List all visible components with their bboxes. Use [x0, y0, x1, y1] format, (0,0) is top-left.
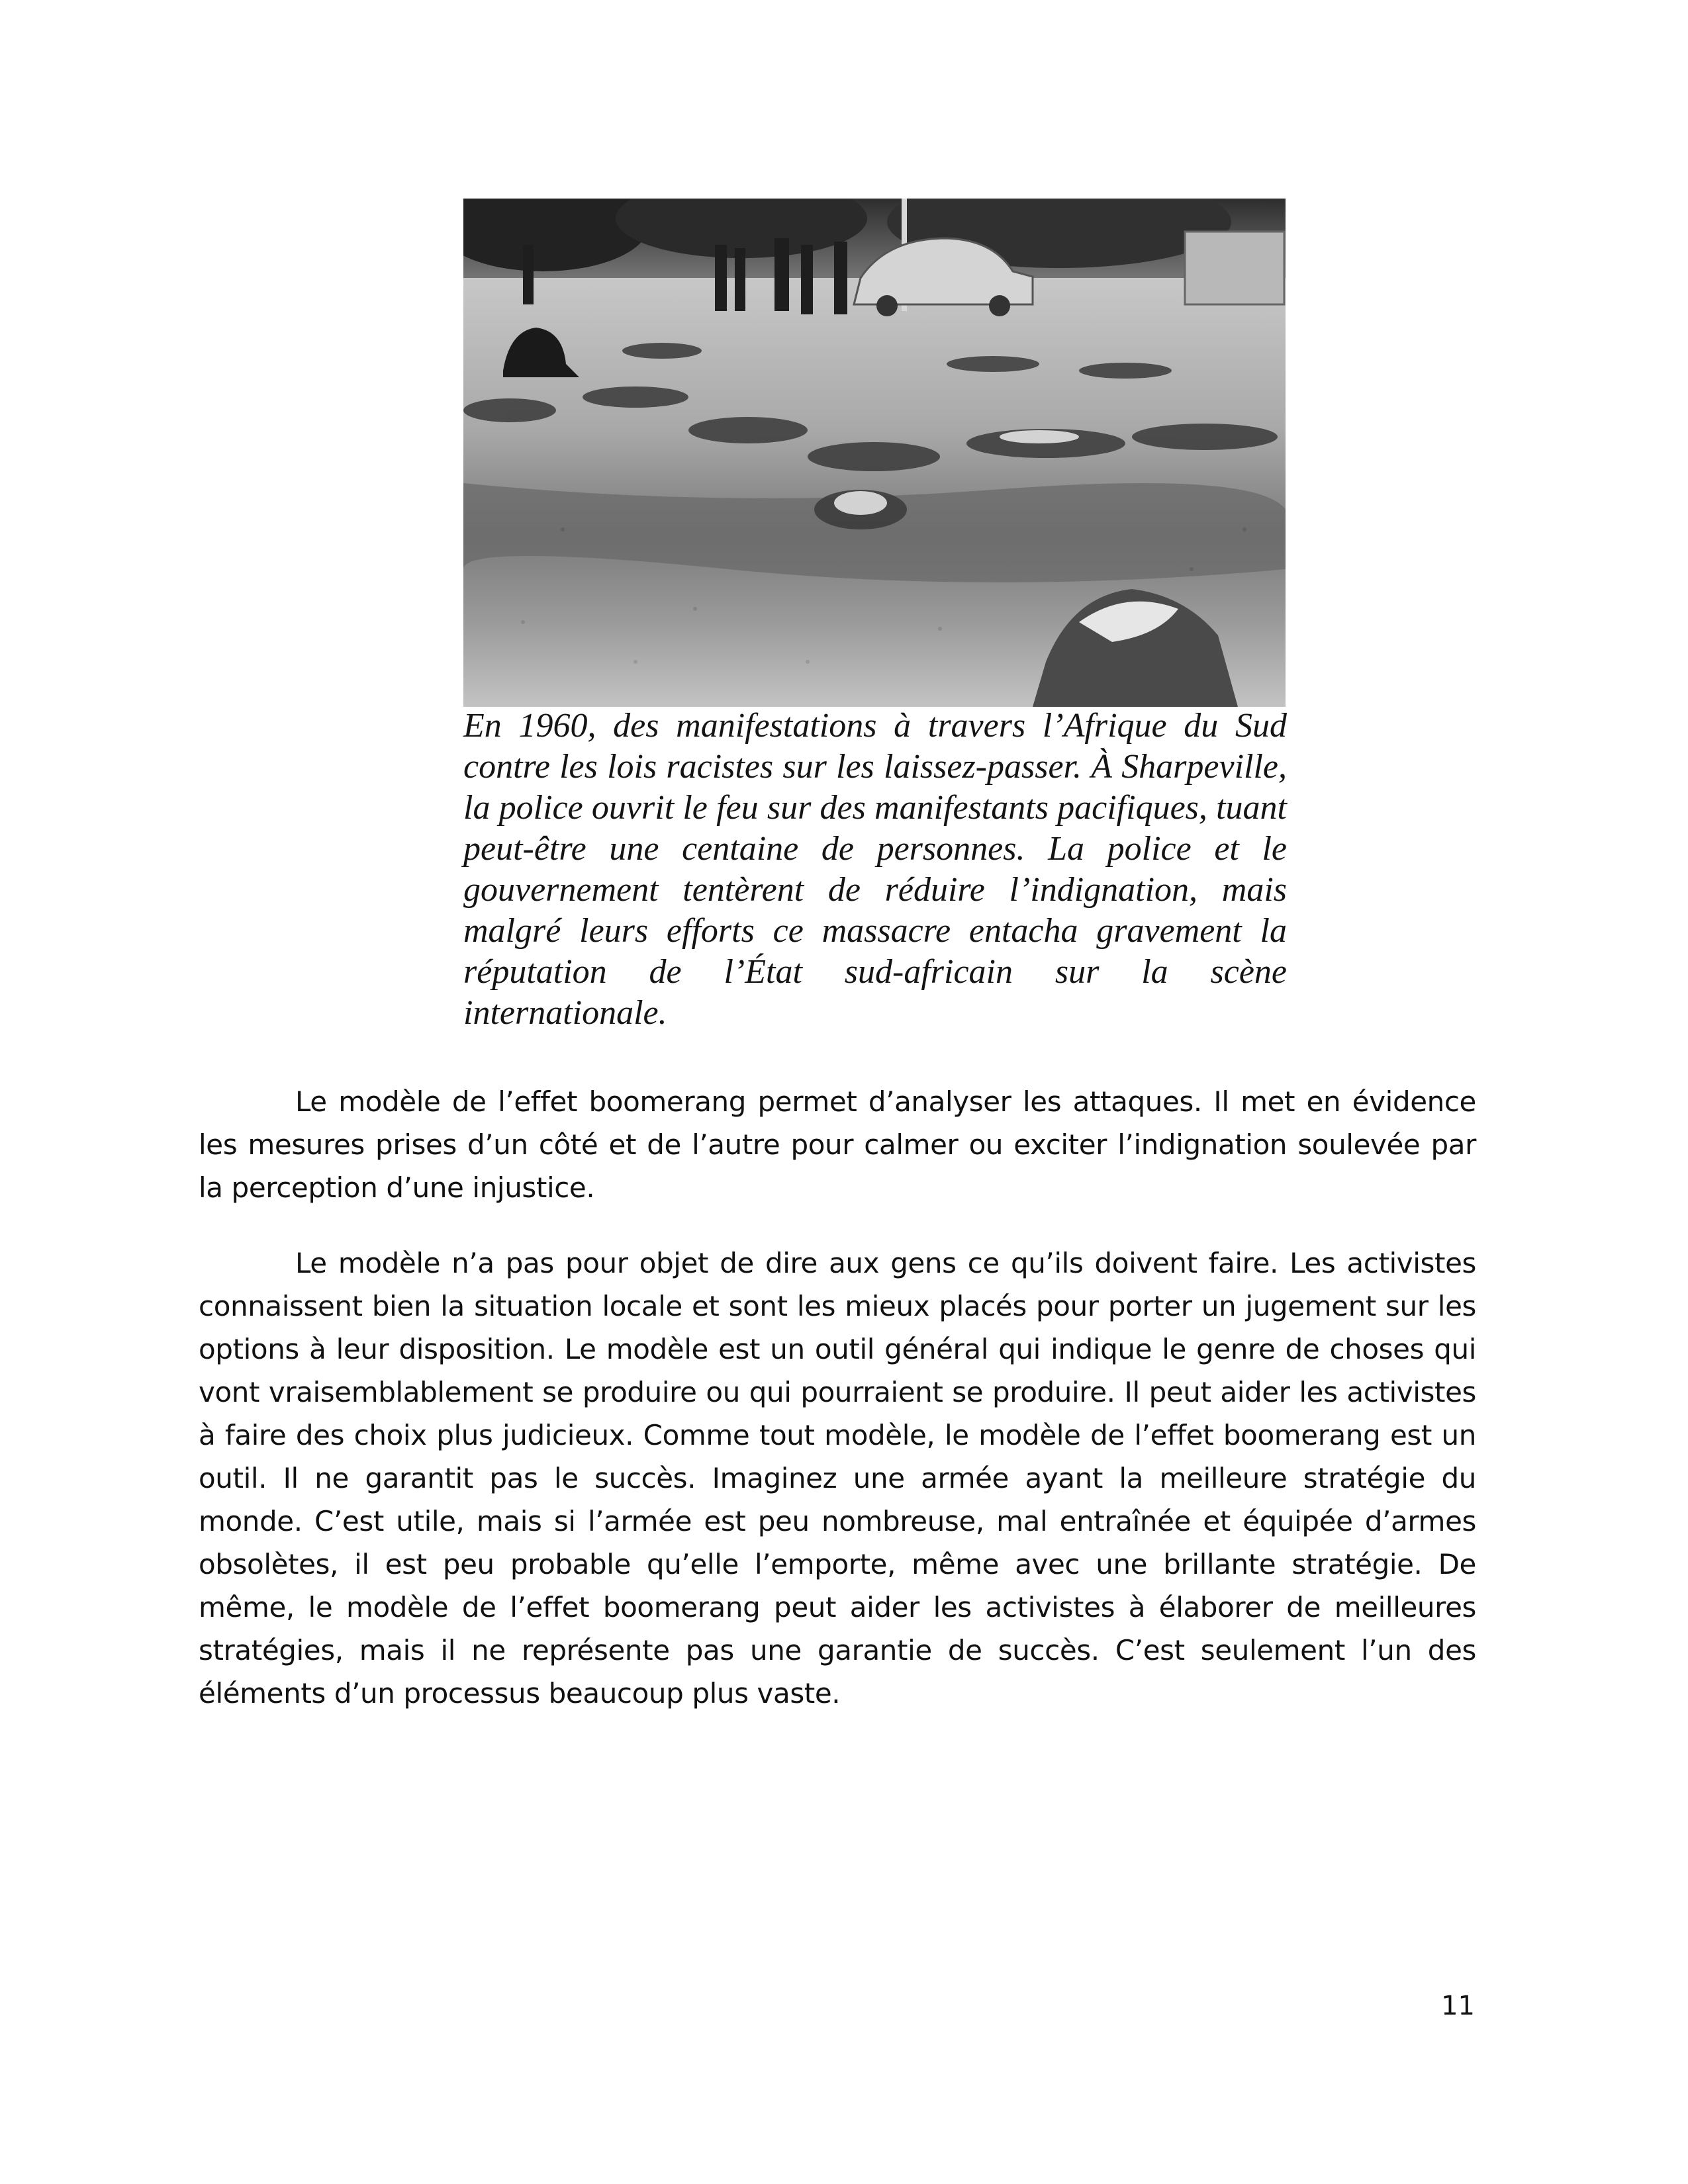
photo-caption: En 1960, des manifestations à travers l’Afrique du Sud contre les lois racistes sur les laissez-passer. À Sharpeville, la police ouvrit le feu sur des manifestants pacifiques, tuant peut-être une centaine de personnes. La police et le gouvernement tentèrent de réduire l’indignation, mais malgré leurs efforts ce massacre entacha gravement la réputation de l’État sud-africain sur la scène internationale.: [463, 707, 1287, 1032]
photograph-image: [463, 199, 1286, 707]
page-number: 11: [1441, 1991, 1475, 2021]
sharpeville-photograph: [463, 199, 1286, 707]
body-paragraph-2: Le modèle n’a pas pour objet de dire aux gens ce qu’ils doivent faire. Les activistes connaissent bien la situation locale et sont les mieux placés pour porter un jugement sur les options à leur disposition. Le modèle est un outil général qui indique le genre de choses qui vont vraisemblablement se produire ou qui pourraient se produire. Il peut aider les activistes à faire des choix plus judicieux. Comme tout modèle, le modèle de l’effet boomerang est un outil. Il ne garantit pas le succès. Imaginez une armée ayant la meilleure stratégie du monde. C’est utile, mais si l’armée est peu nombreuse, mal entraînée et équipée d’armes obsolètes, il est peu probable qu’elle l’emporte, même avec une brillante stratégie. De même, le modèle de l’effet boomerang peut aider les activistes à élaborer de meilleures stratégies, mais il ne représente pas une garantie de succès. C’est seulement l’un des éléments d’un processus beaucoup plus vaste.: [199, 1247, 1476, 1709]
body-paragraph-1: Le modèle de l’effet boomerang permet d’analyser les attaques. Il met en évidence les mesures prises d’un côté et de l’autre pour calmer ou exciter l’indignation soulevée par la perception d’une injustice.: [199, 1085, 1476, 1204]
